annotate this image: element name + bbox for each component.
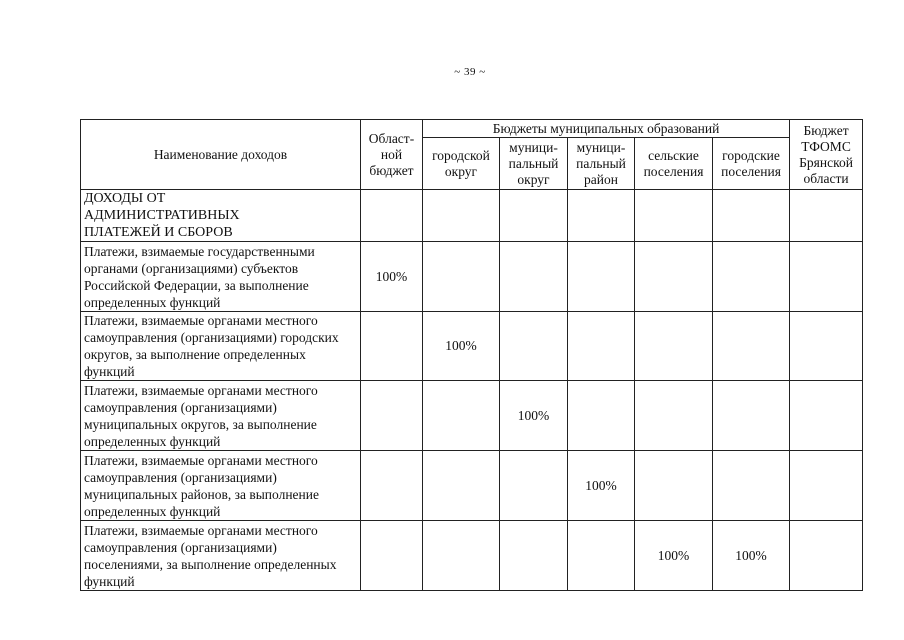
- rural-settlements-share: [635, 381, 713, 451]
- header-urban-settlements: городские поселения: [713, 138, 790, 190]
- revenue-name: Платежи, взимаемые органами местного самоуправления (организациями) поселениями, за выполнение определенных функций: [81, 521, 361, 591]
- urban-settlements-share: [713, 451, 790, 521]
- section-title: ДОХОДЫ ОТ АДМИНИСТРАТИВНЫХ ПЛАТЕЖЕЙ И СБОРОВ: [81, 190, 361, 242]
- urban-settlements-share: 100%: [713, 521, 790, 591]
- table-row: [81, 521, 863, 591]
- table-row: [81, 451, 863, 521]
- urban-district-share: 100%: [423, 312, 500, 381]
- revenue-name: Платежи, взимаемые органами местного самоуправления (организациями) муниципальных районов, за выполнение определенных функций: [81, 451, 361, 521]
- header-municipal-area: муници- пальный район: [568, 138, 635, 190]
- municipal-area-share: [568, 521, 635, 591]
- municipal-district-share: 100%: [500, 381, 568, 451]
- header-rural-settlements: сельские поселения: [635, 138, 713, 190]
- table-row: [81, 312, 863, 381]
- urban-district-share: [423, 381, 500, 451]
- tfoms-share: [790, 381, 863, 451]
- urban-settlements-share: [713, 381, 790, 451]
- table-row: [81, 242, 863, 312]
- municipal-district-share: [500, 312, 568, 381]
- table-row: [81, 381, 863, 451]
- municipal-area-share: 100%: [568, 451, 635, 521]
- rural-settlements-share: [635, 451, 713, 521]
- urban-district-share: [423, 521, 500, 591]
- tfoms-share: [790, 242, 863, 312]
- urban-settlements-share: [713, 242, 790, 312]
- header-tfoms-budget: Бюджет ТФОМС Брянской области: [790, 120, 863, 190]
- revenue-distribution-table: [80, 119, 863, 591]
- header-municipal-district: муници- пальный округ: [500, 138, 568, 190]
- revenue-name: Платежи, взимаемые органами местного самоуправления (организациями) городских округов, за выполнение определенных функций: [81, 312, 361, 381]
- urban-settlements-share: [713, 312, 790, 381]
- section-row: [81, 190, 863, 242]
- empty-cell: [790, 190, 863, 242]
- regional-share: [361, 312, 423, 381]
- municipal-district-share: [500, 451, 568, 521]
- empty-cell: [361, 190, 423, 242]
- rural-settlements-share: [635, 312, 713, 381]
- municipal-area-share: [568, 242, 635, 312]
- header-regional-budget: Област- ной бюджет: [361, 120, 423, 190]
- revenue-name: Платежи, взимаемые органами местного самоуправления (организациями) муниципальных округов, за выполнение определенных функций: [81, 381, 361, 451]
- header-municipal-budgets-group: Бюджеты муниципальных образований: [423, 120, 790, 138]
- regional-share: 100%: [361, 242, 423, 312]
- empty-cell: [635, 190, 713, 242]
- urban-district-share: [423, 451, 500, 521]
- municipal-area-share: [568, 312, 635, 381]
- empty-cell: [568, 190, 635, 242]
- municipal-district-share: [500, 521, 568, 591]
- header-urban-district: городской округ: [423, 138, 500, 190]
- regional-share: [361, 451, 423, 521]
- revenue-name: Платежи, взимаемые государственными органами (организациями) субъектов Российской Федерации, за выполнение определенных функций: [81, 242, 361, 312]
- tfoms-share: [790, 312, 863, 381]
- regional-share: [361, 381, 423, 451]
- municipal-area-share: [568, 381, 635, 451]
- empty-cell: [713, 190, 790, 242]
- regional-share: [361, 521, 423, 591]
- empty-cell: [423, 190, 500, 242]
- header-revenue-name: Наименование доходов: [81, 120, 361, 190]
- empty-cell: [500, 190, 568, 242]
- page-number: ~ 39 ~: [454, 66, 486, 78]
- tfoms-share: [790, 521, 863, 591]
- urban-district-share: [423, 242, 500, 312]
- rural-settlements-share: [635, 242, 713, 312]
- municipal-district-share: [500, 242, 568, 312]
- tfoms-share: [790, 451, 863, 521]
- rural-settlements-share: 100%: [635, 521, 713, 591]
